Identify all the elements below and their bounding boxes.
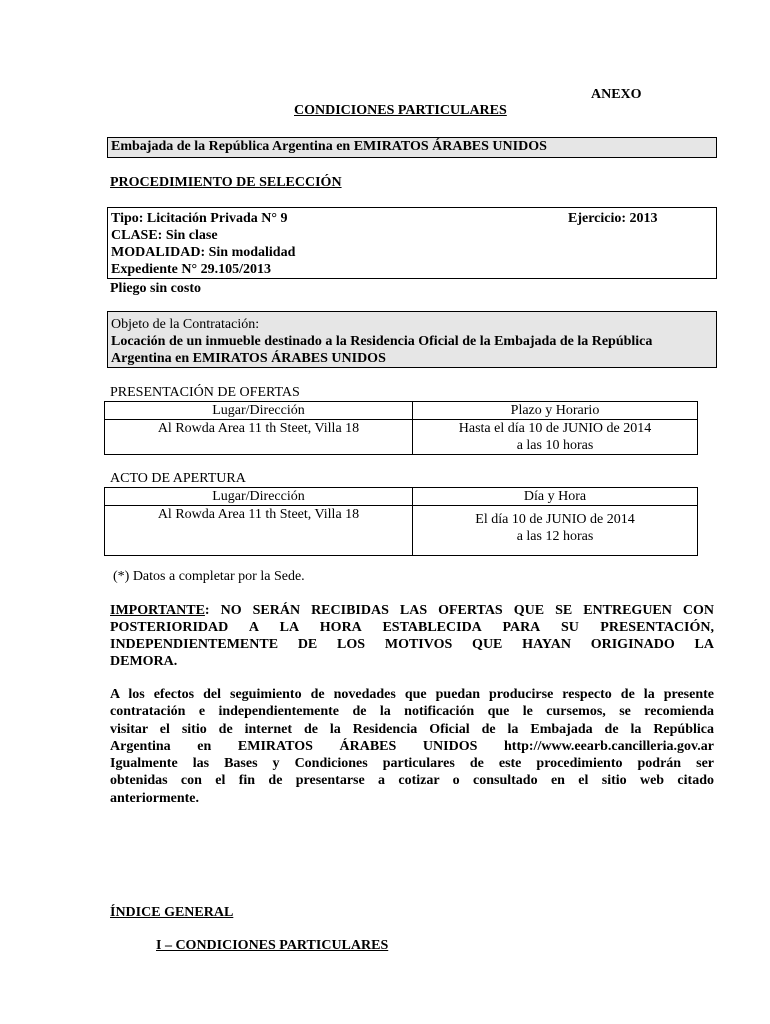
apertura-col-1-header: Lugar/Dirección [105, 488, 413, 506]
importante-line-4: DEMORA. [110, 654, 178, 669]
pliego-text: Pliego sin costo [110, 281, 201, 296]
objeto-label: Objeto de la Contratación: [111, 317, 260, 332]
presentacion-col-2-header: Plazo y Horario [413, 402, 698, 420]
objeto-line-1: Locación de un inmueble destinado a la Residencia Oficial de la Embajada de la República [111, 334, 653, 349]
procedure-tipo: Tipo: Licitación Privada N° 9 [111, 211, 288, 226]
apertura-time-line-1: El día 10 de JUNIO de 2014 [475, 512, 635, 527]
presentacion-address [105, 420, 413, 455]
paragraph-line-5: Igualmente las Bases y Condiciones particulares de este procedimiento podrán ser [110, 756, 714, 772]
paragraph-line-7: anteriormente. [110, 790, 200, 806]
document-title: CONDICIONES PARTICULARES [294, 103, 507, 118]
procedure-clase: CLASE: Sin clase [111, 228, 218, 243]
sede-note: (*) Datos a completar por la Sede. [113, 569, 305, 584]
embassy-text: Embajada de la República Argentina en EMIRATOS ÁRABES UNIDOS [111, 139, 547, 154]
apertura-table [104, 487, 698, 556]
apertura-time [413, 506, 698, 556]
presentacion-time-line-2: a las 10 horas [516, 438, 594, 453]
apertura-address-text: Al Rowda Area 11 th Steet, Villa 18 [157, 507, 360, 522]
importante-block [110, 602, 714, 670]
procedure-heading: PROCEDIMIENTO DE SELECCIÓN [110, 175, 342, 190]
presentacion-heading: PRESENTACIÓN DE OFERTAS [110, 385, 300, 400]
seguimiento-paragraph [110, 686, 714, 807]
paragraph-line-1: A los efectos del seguimiento de novedades que puedan producirse respecto de la presente [110, 687, 714, 702]
apertura-col-2-header: Día y Hora [413, 488, 698, 506]
procedure-modalidad: MODALIDAD: Sin modalidad [111, 245, 296, 260]
presentacion-time [413, 420, 698, 455]
presentacion-address-text: Al Rowda Area 11 th Steet, Villa 18 [157, 421, 360, 436]
presentacion-time-line-1: Hasta el día 10 de JUNIO de 2014 [458, 421, 652, 436]
paragraph-line-4: Argentina en EMIRATOS ÁRABES UNIDOS http://www.eearb.cancilleria.gov.ar [110, 738, 714, 754]
objeto-line-2: Argentina en EMIRATOS ÁRABES UNIDOS [111, 351, 386, 366]
procedure-ejercicio: Ejercicio: 2013 [568, 211, 658, 226]
paragraph-line-3: visitar el sitio de internet de la Residencia Oficial de la Embajada de la República [110, 721, 714, 737]
apertura-heading: ACTO DE APERTURA [110, 471, 246, 486]
presentacion-col-1-header: Lugar/Dirección [105, 402, 413, 420]
apertura-time-line-2: a las 12 horas [516, 529, 594, 544]
index-item-1: I – CONDICIONES PARTICULARES [156, 938, 389, 953]
presentacion-table [104, 401, 698, 455]
paragraph-line-2: contratación e independientemente de la notificación que le cursemos, se recomienda [110, 704, 714, 720]
importante-label: IMPORTANTE [110, 603, 205, 618]
importante-line-2: POSTERIORIDAD A LA HORA ESTABLECIDA PARA SU PRESENTACIÓN, [110, 620, 714, 635]
annex-label: ANEXO [591, 87, 642, 102]
importante-line-3: INDEPENDIENTEMENTE DE LOS MOTIVOS QUE HAYAN ORIGINADO LA [110, 637, 714, 652]
procedure-expediente: Expediente N° 29.105/2013 [111, 262, 271, 277]
importante-line-1 [110, 602, 714, 619]
index-heading: ÍNDICE GENERAL [110, 905, 234, 920]
importante-line-1-text: : NO SERÁN RECIBIDAS LAS OFERTAS QUE SE ENTREGUEN CON [204, 603, 714, 618]
paragraph-line-6: obtenidas con el fin de presentarse a cotizar o consultado en el sitio web citado [110, 773, 714, 789]
procedure-box [107, 207, 717, 279]
objeto-box [107, 311, 717, 368]
apertura-address [105, 506, 413, 556]
embassy-box [107, 137, 717, 158]
